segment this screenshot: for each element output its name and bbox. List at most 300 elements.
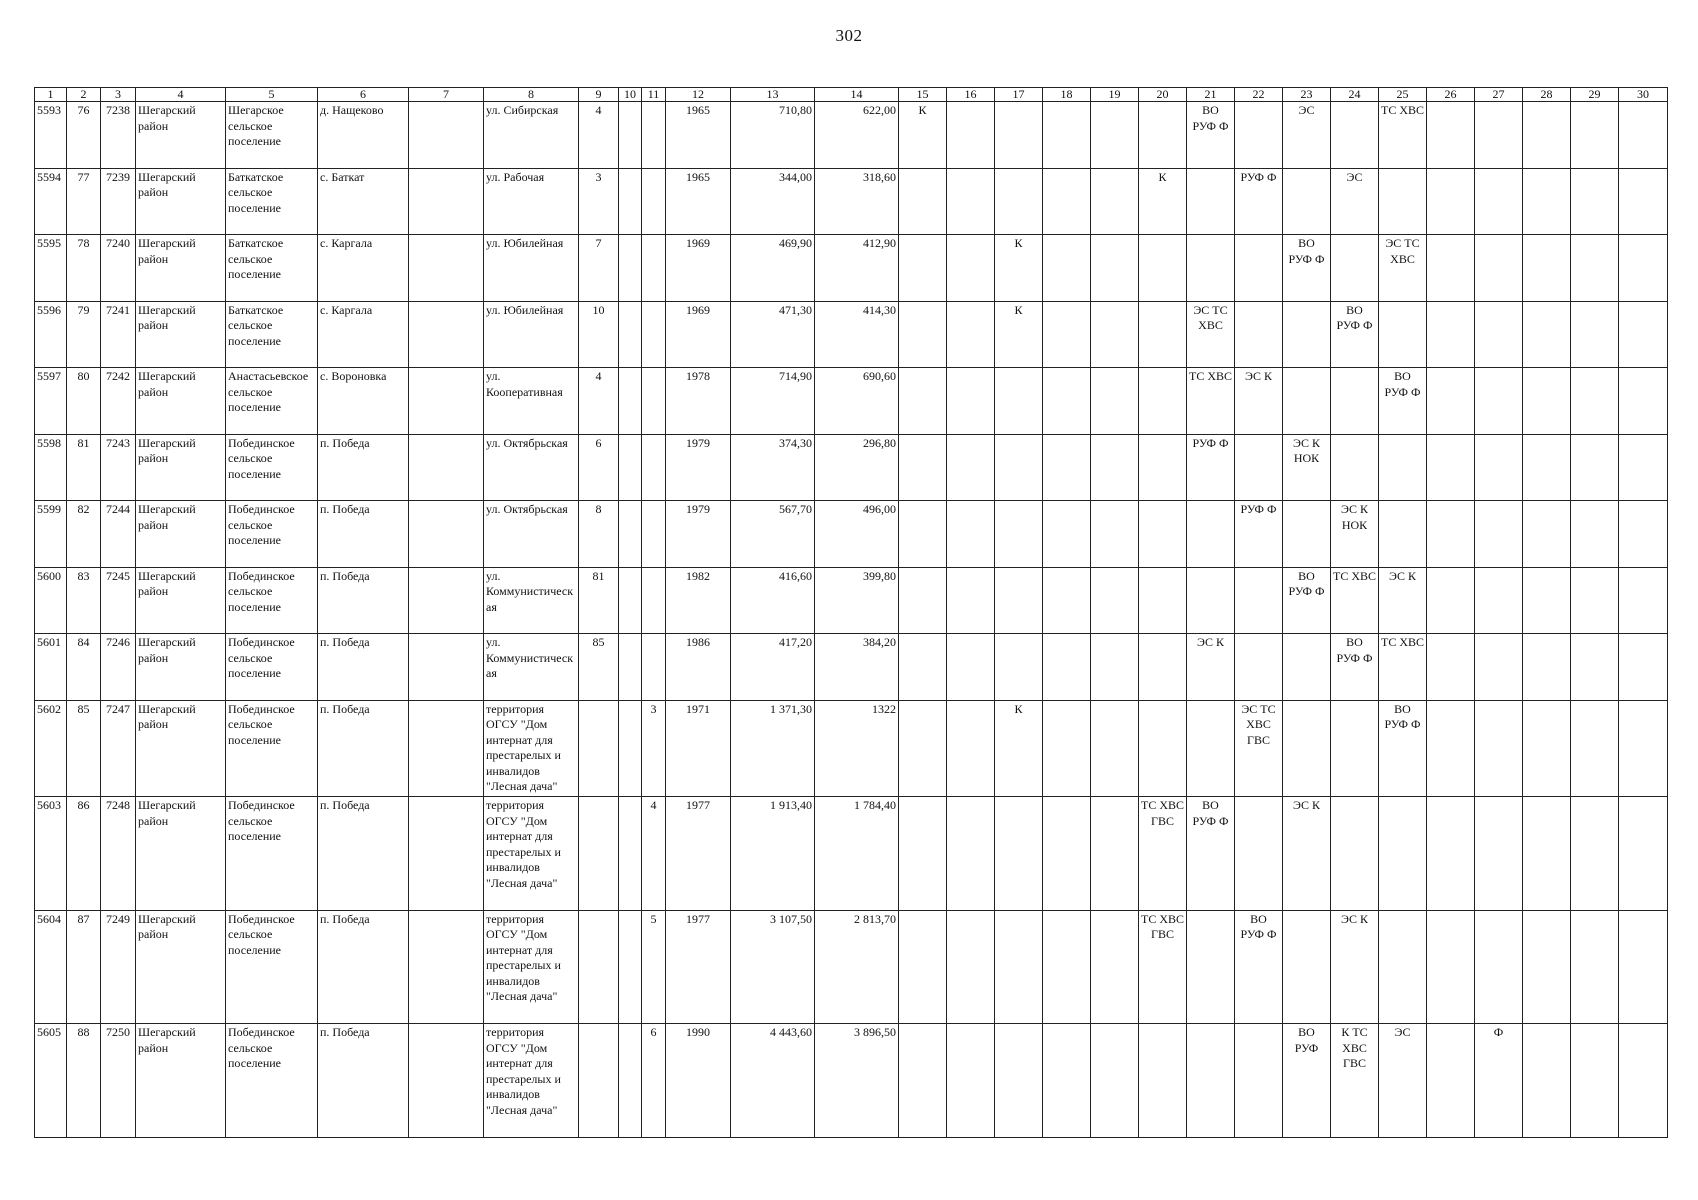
table-cell-col-1: 5596: [35, 301, 67, 368]
table-cell-col-19: [1091, 368, 1139, 435]
table-cell-col-8: территория ОГСУ "Дом интернат для престарелых и инвалидов "Лесная дача": [484, 910, 579, 1024]
table-cell-col-13: 3 107,50: [731, 910, 815, 1024]
table-cell-col-24: [1331, 434, 1379, 501]
page-number: 302: [835, 26, 863, 45]
table-cell-col-6: п. Победа: [318, 634, 409, 701]
table-cell-col-28: [1523, 235, 1571, 302]
column-number-20: 20: [1139, 88, 1187, 102]
table-cell-col-25: [1379, 797, 1427, 911]
table-cell-col-26: [1427, 910, 1475, 1024]
table-cell-col-1: 5602: [35, 700, 67, 797]
table-cell-col-16: [947, 567, 995, 634]
table-cell-col-7: [409, 434, 484, 501]
column-number-23: 23: [1283, 88, 1331, 102]
table-cell-col-23: [1283, 168, 1331, 235]
table-cell-col-12: 1978: [666, 368, 731, 435]
table-cell-col-27: [1475, 797, 1523, 911]
table-cell-col-20: [1139, 1024, 1187, 1138]
table-cell-col-21: [1187, 501, 1235, 568]
table-cell-col-3: 7238: [101, 102, 136, 169]
table-cell-col-16: [947, 501, 995, 568]
table-cell-col-14: 2 813,70: [815, 910, 899, 1024]
table-cell-col-3: 7242: [101, 368, 136, 435]
table-cell-col-2: 86: [67, 797, 101, 911]
table-cell-col-19: [1091, 168, 1139, 235]
table-cell-col-28: [1523, 301, 1571, 368]
table-cell-col-22: [1235, 301, 1283, 368]
table-cell-col-8: ул. Коммунистическая: [484, 634, 579, 701]
table-cell-col-18: [1043, 301, 1091, 368]
column-number-16: 16: [947, 88, 995, 102]
table-cell-col-7: [409, 567, 484, 634]
table-cell-col-17: [995, 501, 1043, 568]
table-cell-col-10: [619, 102, 642, 169]
table-cell-col-16: [947, 434, 995, 501]
table-row: [35, 168, 1668, 235]
table-cell-col-1: 5599: [35, 501, 67, 568]
table-cell-col-16: [947, 634, 995, 701]
table-cell-col-22: [1235, 1024, 1283, 1138]
table-cell-col-3: 7241: [101, 301, 136, 368]
table-cell-col-27: [1475, 910, 1523, 1024]
table-cell-col-11: 3: [642, 700, 666, 797]
table-cell-col-25: [1379, 168, 1427, 235]
table-cell-col-23: [1283, 700, 1331, 797]
table-cell-col-21: РУФ Ф: [1187, 434, 1235, 501]
table-cell-col-28: [1523, 434, 1571, 501]
table-cell-col-9: 7: [579, 235, 619, 302]
table-cell-col-18: [1043, 235, 1091, 302]
table-cell-col-2: 80: [67, 368, 101, 435]
table-cell-col-30: [1619, 501, 1668, 568]
table-cell-col-1: 5594: [35, 168, 67, 235]
table-cell-col-18: [1043, 501, 1091, 568]
table-cell-col-24: ТС ХВС: [1331, 567, 1379, 634]
table-cell-col-9: 4: [579, 102, 619, 169]
table-cell-col-9: 81: [579, 567, 619, 634]
table-cell-col-2: 87: [67, 910, 101, 1024]
table-cell-col-12: 1982: [666, 567, 731, 634]
table-cell-col-11: [642, 301, 666, 368]
table-cell-col-7: [409, 700, 484, 797]
table-cell-col-3: 7243: [101, 434, 136, 501]
table-cell-col-18: [1043, 797, 1091, 911]
table-cell-col-12: 1977: [666, 797, 731, 911]
table-cell-col-2: 81: [67, 434, 101, 501]
table-row: [35, 235, 1668, 302]
table-cell-col-21: ВО РУФ Ф: [1187, 102, 1235, 169]
table-cell-col-11: [642, 235, 666, 302]
table-row: [35, 434, 1668, 501]
table-cell-col-7: [409, 501, 484, 568]
table-cell-col-16: [947, 1024, 995, 1138]
table-cell-col-15: [899, 910, 947, 1024]
table-cell-col-20: [1139, 368, 1187, 435]
table-cell-col-6: п. Победа: [318, 910, 409, 1024]
table-cell-col-1: 5597: [35, 368, 67, 435]
table-cell-col-4: Шегарский район: [136, 797, 226, 911]
table-cell-col-13: 416,60: [731, 567, 815, 634]
table-cell-col-27: [1475, 368, 1523, 435]
table-cell-col-18: [1043, 168, 1091, 235]
table-row: [35, 797, 1668, 911]
table-cell-col-22: [1235, 634, 1283, 701]
table-cell-col-22: ЭС ТС ХВС ГВС: [1235, 700, 1283, 797]
table-cell-col-26: [1427, 102, 1475, 169]
table-cell-col-7: [409, 368, 484, 435]
table-cell-col-27: [1475, 501, 1523, 568]
table-cell-col-20: [1139, 700, 1187, 797]
table-row: [35, 1024, 1668, 1138]
table-cell-col-29: [1571, 235, 1619, 302]
table-cell-col-11: 4: [642, 797, 666, 911]
table-cell-col-20: ТС ХВС ГВС: [1139, 910, 1187, 1024]
table-cell-col-9: 10: [579, 301, 619, 368]
column-number-27: 27: [1475, 88, 1523, 102]
table-cell-col-26: [1427, 368, 1475, 435]
table-cell-col-13: 714,90: [731, 368, 815, 435]
table-cell-col-30: [1619, 1024, 1668, 1138]
table-cell-col-14: 3 896,50: [815, 1024, 899, 1138]
table-cell-col-1: 5593: [35, 102, 67, 169]
table-cell-col-21: [1187, 168, 1235, 235]
table-cell-col-19: [1091, 434, 1139, 501]
table-cell-col-8: территория ОГСУ "Дом интернат для престарелых и инвалидов "Лесная дача": [484, 1024, 579, 1138]
table-row: [35, 634, 1668, 701]
table-cell-col-21: [1187, 235, 1235, 302]
table-cell-col-4: Шегарский район: [136, 102, 226, 169]
table-cell-col-23: ВО РУФ Ф: [1283, 235, 1331, 302]
column-number-4: 4: [136, 88, 226, 102]
table-cell-col-17: [995, 168, 1043, 235]
table-cell-col-23: ВО РУФ Ф: [1283, 567, 1331, 634]
table-cell-col-6: д. Нащеково: [318, 102, 409, 169]
table-cell-col-6: с. Баткат: [318, 168, 409, 235]
table-cell-col-11: [642, 634, 666, 701]
table-cell-col-15: [899, 168, 947, 235]
column-number-7: 7: [409, 88, 484, 102]
table-cell-col-18: [1043, 368, 1091, 435]
table-cell-col-10: [619, 700, 642, 797]
table-cell-col-8: ул. Октябрьская: [484, 434, 579, 501]
column-number-13: 13: [731, 88, 815, 102]
table-cell-col-4: Шегарский район: [136, 434, 226, 501]
table-cell-col-6: п. Победа: [318, 797, 409, 911]
table-cell-col-8: территория ОГСУ "Дом интернат для престарелых и инвалидов "Лесная дача": [484, 797, 579, 911]
table-cell-col-7: [409, 634, 484, 701]
table-cell-col-2: 83: [67, 567, 101, 634]
table-cell-col-13: 4 443,60: [731, 1024, 815, 1138]
table-cell-col-30: [1619, 301, 1668, 368]
column-number-17: 17: [995, 88, 1043, 102]
table-cell-col-8: ул. Юбилейная: [484, 301, 579, 368]
table-cell-col-29: [1571, 634, 1619, 701]
table-cell-col-15: К: [899, 102, 947, 169]
table-cell-col-26: [1427, 634, 1475, 701]
table-cell-col-10: [619, 910, 642, 1024]
table-cell-col-4: Шегарский район: [136, 567, 226, 634]
table-cell-col-25: [1379, 434, 1427, 501]
table-cell-col-19: [1091, 102, 1139, 169]
table-cell-col-1: 5604: [35, 910, 67, 1024]
table-cell-col-9: 85: [579, 634, 619, 701]
table-cell-col-6: п. Победа: [318, 700, 409, 797]
table-cell-col-12: 1979: [666, 434, 731, 501]
table-cell-col-2: 88: [67, 1024, 101, 1138]
table-cell-col-28: [1523, 797, 1571, 911]
table-cell-col-20: [1139, 567, 1187, 634]
table-cell-col-22: ВО РУФ Ф: [1235, 910, 1283, 1024]
table-cell-col-19: [1091, 634, 1139, 701]
table-cell-col-13: 1 913,40: [731, 797, 815, 911]
table-cell-col-24: ЭС К НОК: [1331, 501, 1379, 568]
table-cell-col-17: К: [995, 301, 1043, 368]
table-cell-col-10: [619, 797, 642, 911]
column-number-29: 29: [1571, 88, 1619, 102]
table-cell-col-4: Шегарский район: [136, 235, 226, 302]
table-cell-col-25: ТС ХВС: [1379, 102, 1427, 169]
table-cell-col-19: [1091, 567, 1139, 634]
table-cell-col-16: [947, 910, 995, 1024]
table-row: [35, 700, 1668, 797]
table-cell-col-15: [899, 301, 947, 368]
table-cell-col-29: [1571, 700, 1619, 797]
table-cell-col-26: [1427, 501, 1475, 568]
table-cell-col-24: [1331, 368, 1379, 435]
table-cell-col-30: [1619, 434, 1668, 501]
table-cell-col-4: Шегарский район: [136, 634, 226, 701]
table-cell-col-26: [1427, 168, 1475, 235]
table-cell-col-7: [409, 102, 484, 169]
table-cell-col-16: [947, 235, 995, 302]
table-cell-col-12: 1965: [666, 168, 731, 235]
table-cell-col-15: [899, 368, 947, 435]
table-cell-col-19: [1091, 301, 1139, 368]
table-cell-col-26: [1427, 434, 1475, 501]
table-cell-col-9: [579, 700, 619, 797]
table-cell-col-10: [619, 368, 642, 435]
table-cell-col-13: 1 371,30: [731, 700, 815, 797]
column-number-14: 14: [815, 88, 899, 102]
table-cell-col-12: 1979: [666, 501, 731, 568]
table-cell-col-25: ЭС ТС ХВС: [1379, 235, 1427, 302]
table-cell-col-21: ТС ХВС: [1187, 368, 1235, 435]
table-cell-col-27: [1475, 434, 1523, 501]
table-cell-col-13: 417,20: [731, 634, 815, 701]
table-cell-col-13: 344,00: [731, 168, 815, 235]
table-cell-col-4: Шегарский район: [136, 168, 226, 235]
table-cell-col-17: [995, 102, 1043, 169]
table-cell-col-30: [1619, 168, 1668, 235]
table-cell-col-12: 1971: [666, 700, 731, 797]
table-cell-col-5: Побединское сельское поселение: [226, 567, 318, 634]
table-cell-col-28: [1523, 102, 1571, 169]
table-cell-col-12: 1977: [666, 910, 731, 1024]
table-cell-col-14: 384,20: [815, 634, 899, 701]
table-cell-col-21: ВО РУФ Ф: [1187, 797, 1235, 911]
table-cell-col-30: [1619, 700, 1668, 797]
table-cell-col-21: ЭС К: [1187, 634, 1235, 701]
table-cell-col-3: 7245: [101, 567, 136, 634]
table-cell-col-2: 85: [67, 700, 101, 797]
table-cell-col-27: [1475, 567, 1523, 634]
table-cell-col-25: [1379, 910, 1427, 1024]
table-cell-col-1: 5600: [35, 567, 67, 634]
table-cell-col-10: [619, 501, 642, 568]
column-number-row: [35, 88, 1668, 102]
table-cell-col-7: [409, 1024, 484, 1138]
table-cell-col-22: [1235, 567, 1283, 634]
table-cell-col-15: [899, 1024, 947, 1138]
column-number-12: 12: [666, 88, 731, 102]
table-cell-col-17: К: [995, 700, 1043, 797]
table-cell-col-30: [1619, 567, 1668, 634]
table-cell-col-28: [1523, 634, 1571, 701]
table-cell-col-7: [409, 301, 484, 368]
table-cell-col-21: [1187, 910, 1235, 1024]
table-cell-col-22: РУФ Ф: [1235, 501, 1283, 568]
table-cell-col-3: 7244: [101, 501, 136, 568]
table-cell-col-23: ЭС К НОК: [1283, 434, 1331, 501]
table-cell-col-15: [899, 634, 947, 701]
table-cell-col-2: 77: [67, 168, 101, 235]
table-cell-col-3: 7250: [101, 1024, 136, 1138]
table-cell-col-18: [1043, 434, 1091, 501]
table-cell-col-27: [1475, 168, 1523, 235]
table-cell-col-28: [1523, 910, 1571, 1024]
table-cell-col-28: [1523, 168, 1571, 235]
table-cell-col-26: [1427, 301, 1475, 368]
table-cell-col-30: [1619, 368, 1668, 435]
table-cell-col-29: [1571, 102, 1619, 169]
column-number-26: 26: [1427, 88, 1475, 102]
table-cell-col-17: [995, 910, 1043, 1024]
table-row: [35, 301, 1668, 368]
table-cell-col-12: 1965: [666, 102, 731, 169]
column-number-10: 10: [619, 88, 642, 102]
table-cell-col-24: [1331, 102, 1379, 169]
table-cell-col-16: [947, 301, 995, 368]
column-number-30: 30: [1619, 88, 1668, 102]
table-cell-col-25: ВО РУФ Ф: [1379, 700, 1427, 797]
table-cell-col-20: [1139, 434, 1187, 501]
table-cell-col-26: [1427, 567, 1475, 634]
table-cell-col-17: К: [995, 235, 1043, 302]
table-cell-col-29: [1571, 501, 1619, 568]
table-cell-col-22: [1235, 797, 1283, 911]
table-cell-col-20: [1139, 102, 1187, 169]
table-cell-col-26: [1427, 235, 1475, 302]
table-cell-col-24: ЭС К: [1331, 910, 1379, 1024]
table-cell-col-5: Побединское сельское поселение: [226, 1024, 318, 1138]
table-cell-col-8: территория ОГСУ "Дом интернат для престарелых и инвалидов "Лесная дача": [484, 700, 579, 797]
table-cell-col-24: ВО РУФ Ф: [1331, 634, 1379, 701]
table-cell-col-11: [642, 434, 666, 501]
table-cell-col-19: [1091, 235, 1139, 302]
table-cell-col-22: [1235, 235, 1283, 302]
table-cell-col-20: [1139, 235, 1187, 302]
table-cell-col-14: 296,80: [815, 434, 899, 501]
table-cell-col-19: [1091, 1024, 1139, 1138]
table-cell-col-15: [899, 797, 947, 911]
table-cell-col-13: 567,70: [731, 501, 815, 568]
table-cell-col-27: Ф: [1475, 1024, 1523, 1138]
table-cell-col-8: ул. Юбилейная: [484, 235, 579, 302]
column-number-3: 3: [101, 88, 136, 102]
table-cell-col-2: 76: [67, 102, 101, 169]
table-cell-col-23: [1283, 634, 1331, 701]
table-cell-col-3: 7247: [101, 700, 136, 797]
table-cell-col-22: [1235, 434, 1283, 501]
table-cell-col-18: [1043, 102, 1091, 169]
table-cell-col-6: с. Каргала: [318, 301, 409, 368]
table-cell-col-4: Шегарский район: [136, 910, 226, 1024]
table-cell-col-7: [409, 235, 484, 302]
table-cell-col-12: 1990: [666, 1024, 731, 1138]
table-cell-col-14: 1322: [815, 700, 899, 797]
table-cell-col-23: ВО РУФ: [1283, 1024, 1331, 1138]
table-cell-col-14: 1 784,40: [815, 797, 899, 911]
table-cell-col-17: [995, 434, 1043, 501]
table-cell-col-2: 78: [67, 235, 101, 302]
table-cell-col-24: К ТС ХВС ГВС: [1331, 1024, 1379, 1138]
table-cell-col-23: [1283, 301, 1331, 368]
table-cell-col-25: [1379, 301, 1427, 368]
column-number-24: 24: [1331, 88, 1379, 102]
table-cell-col-22: ЭС К: [1235, 368, 1283, 435]
table-cell-col-3: 7239: [101, 168, 136, 235]
table-cell-col-12: 1969: [666, 235, 731, 302]
table-cell-col-24: [1331, 700, 1379, 797]
table-cell-col-3: 7249: [101, 910, 136, 1024]
table-cell-col-29: [1571, 797, 1619, 911]
table-cell-col-25: ЭС К: [1379, 567, 1427, 634]
table-cell-col-16: [947, 797, 995, 911]
column-number-5: 5: [226, 88, 318, 102]
table-cell-col-9: 8: [579, 501, 619, 568]
column-number-6: 6: [318, 88, 409, 102]
table-cell-col-10: [619, 235, 642, 302]
table-cell-col-19: [1091, 910, 1139, 1024]
table-cell-col-30: [1619, 797, 1668, 911]
table-cell-col-30: [1619, 235, 1668, 302]
column-number-28: 28: [1523, 88, 1571, 102]
table-cell-col-9: [579, 1024, 619, 1138]
table-cell-col-14: 622,00: [815, 102, 899, 169]
table-cell-col-11: 6: [642, 1024, 666, 1138]
table-cell-col-16: [947, 102, 995, 169]
table-cell-col-7: [409, 797, 484, 911]
table-cell-col-21: [1187, 1024, 1235, 1138]
table-cell-col-5: Побединское сельское поселение: [226, 910, 318, 1024]
table-cell-col-10: [619, 1024, 642, 1138]
table-cell-col-29: [1571, 910, 1619, 1024]
table-cell-col-29: [1571, 434, 1619, 501]
column-number-15: 15: [899, 88, 947, 102]
table-cell-col-29: [1571, 567, 1619, 634]
table-cell-col-10: [619, 168, 642, 235]
table-cell-col-20: [1139, 301, 1187, 368]
table-cell-col-10: [619, 634, 642, 701]
column-number-11: 11: [642, 88, 666, 102]
table-cell-col-18: [1043, 634, 1091, 701]
table-cell-col-6: п. Победа: [318, 567, 409, 634]
table-cell-col-14: 318,60: [815, 168, 899, 235]
table-cell-col-25: ТС ХВС: [1379, 634, 1427, 701]
table-row: [35, 567, 1668, 634]
table-cell-col-13: 374,30: [731, 434, 815, 501]
table-cell-col-29: [1571, 1024, 1619, 1138]
